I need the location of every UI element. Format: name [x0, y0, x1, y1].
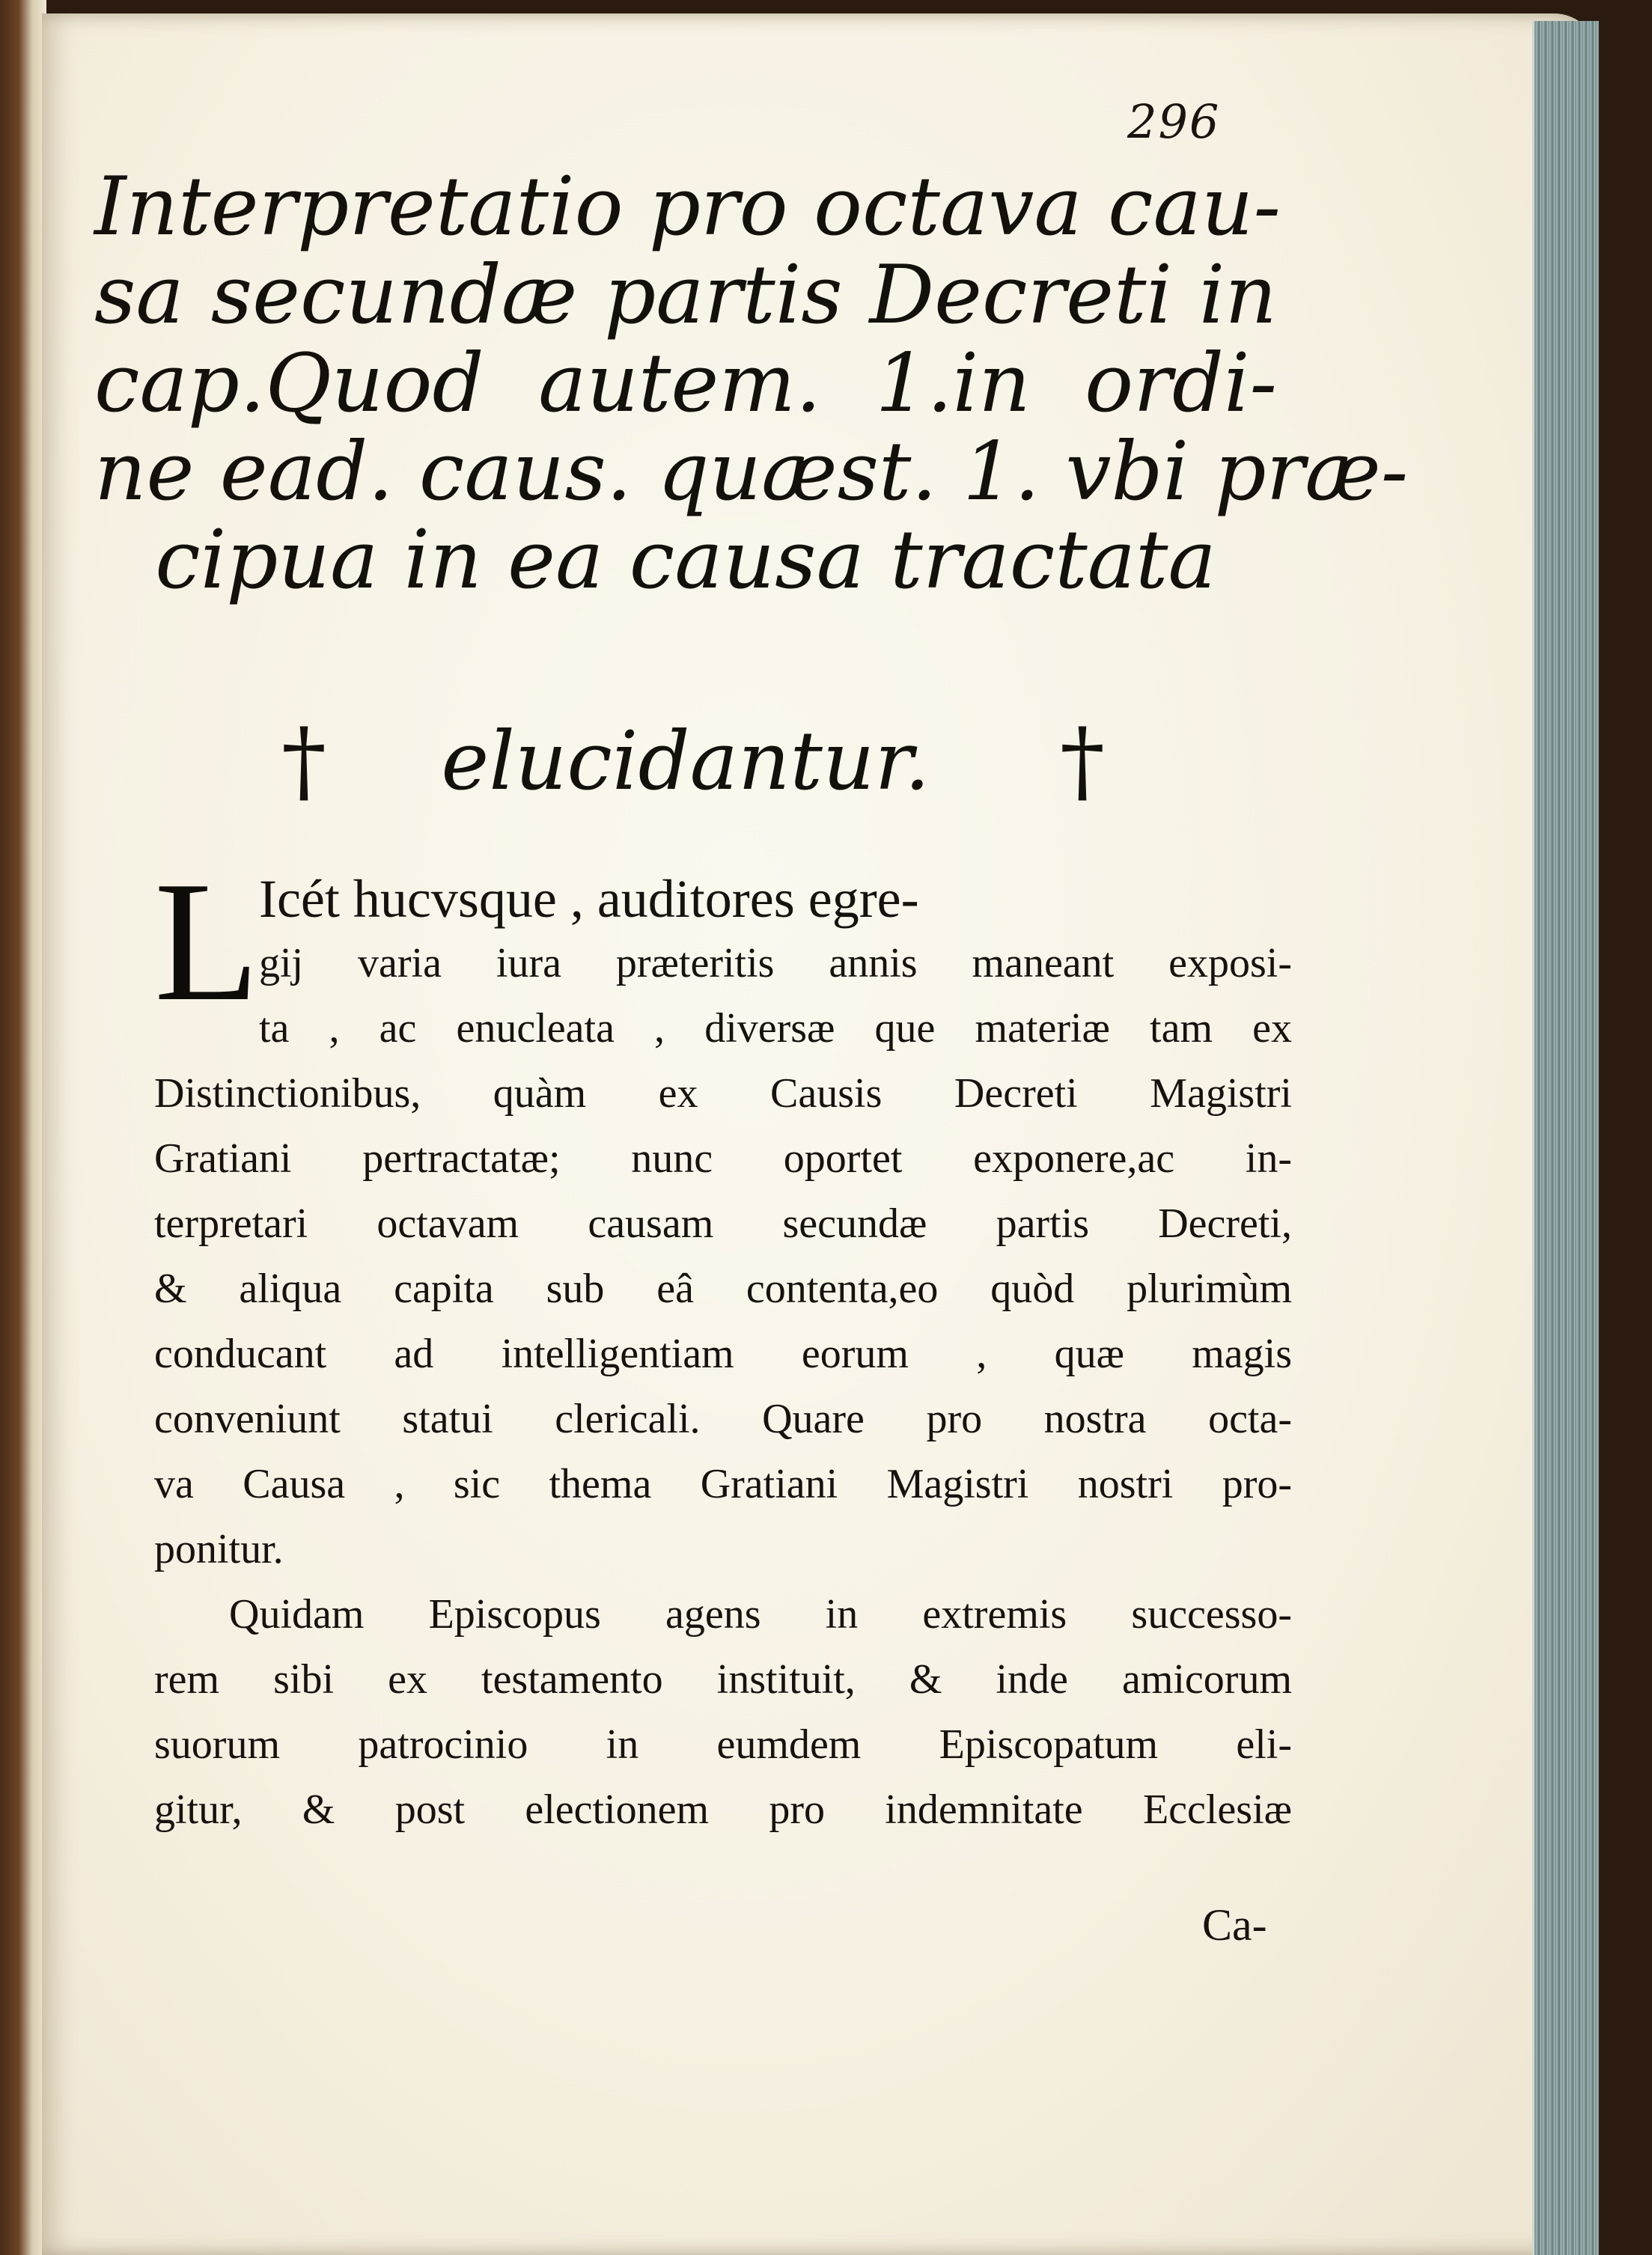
binding-edge [0, 0, 46, 2255]
catchword: Ca- [1202, 1900, 1267, 1950]
book-page [42, 13, 1599, 2255]
text-line: conveniunt statui clericali. Quare pro nostra octa- [154, 1396, 1292, 1442]
body-text [154, 846, 1292, 1843]
text-line: & aliqua capita sub eâ contenta,eo quòd plurimùm [154, 1266, 1292, 1312]
heading-line: cipua in ea causa tractata [155, 513, 1216, 607]
text-line: rem sibi ex testamento instituit, & inde amicorum [154, 1656, 1292, 1703]
heading-line: sa secundæ partis Decreti in [94, 248, 1277, 342]
text-line: ta , ac enucleata , diversæ que materiæ tam ex [259, 1005, 1292, 1052]
text-line: conducant ad intelligentiam eorum , quæ magis [154, 1331, 1292, 1377]
page-number: 296 [1127, 94, 1221, 149]
cross-ornament-left: † [281, 710, 326, 814]
heading-last-line: elucidantur. [441, 715, 930, 808]
heading-line: Interpretatio pro octava cau- [94, 160, 1281, 254]
cross-ornament-right: † [1060, 710, 1105, 814]
drop-cap: L [154, 846, 260, 1037]
text-line: gitur, & post electionem pro indemnitate Ecclesiæ [154, 1786, 1292, 1833]
text-line: Distinctionibus, quàm ex Causis Decreti Magistri [154, 1070, 1292, 1117]
chapter-heading [94, 160, 1409, 607]
text-line: ponitur. [154, 1526, 284, 1572]
text-line: Quidam Episcopus agens in extremis successo- [229, 1591, 1292, 1638]
text-line: va Causa , sic thema Gratiani Magistri nostri pro- [154, 1461, 1292, 1507]
heading-line: cap.Quod autem. 1.in ordi- [94, 337, 1277, 430]
first-line: Icét hucvsque , auditores egre- [259, 869, 919, 929]
text-line: Gratiani pertractatæ; nunc oportet exponere,ac in- [154, 1135, 1292, 1182]
text-line: terpretari octavam causam secundæ partis Decreti, [154, 1200, 1292, 1247]
text-line: gij varia iura præteritis annis maneant exposi- [259, 940, 1292, 986]
heading-line: ne ead. caus. quæst. 1. vbi præ- [94, 425, 1409, 519]
page-block-edges [1532, 21, 1599, 2255]
heading-final-row [94, 710, 1277, 814]
text-line: suorum patrocinio in eumdem Episcopatum eli- [154, 1721, 1292, 1768]
